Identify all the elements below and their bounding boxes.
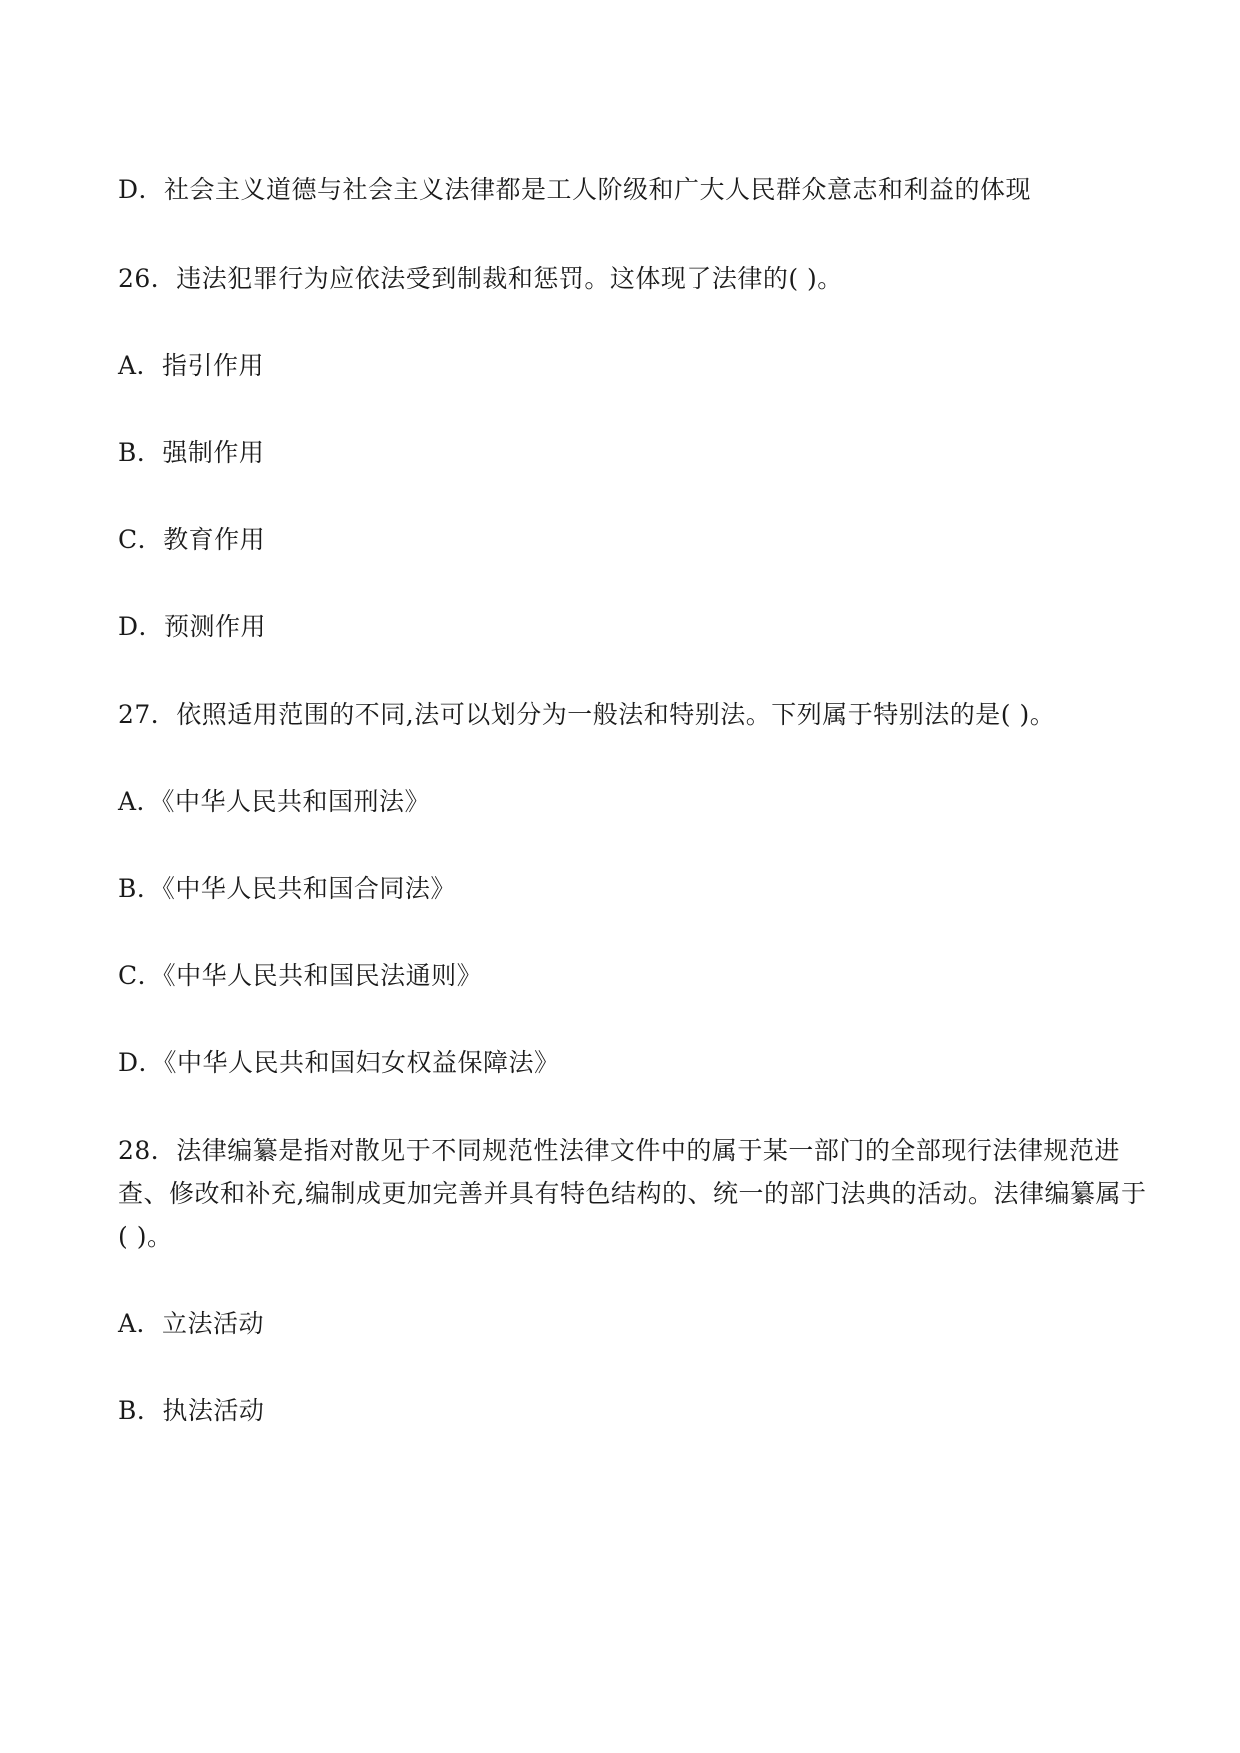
q27-option-a: A．《中华人民共和国刑法》 bbox=[118, 787, 431, 816]
q27-option-c: C．《中华人民共和国民法通则》 bbox=[118, 961, 483, 990]
q28-option-a: A．立法活动 bbox=[118, 1309, 265, 1338]
q26-option-a: A．指引作用 bbox=[118, 351, 265, 380]
q25-option-d: D．社会主义道德与社会主义法律都是工人阶级和广大人民群众意志和利益的体现 bbox=[118, 175, 1032, 204]
q28-question-line-1: 28．法律编纂是指对散见于不同规范性法律文件中的属于某一部门的全部现行法律规范进 bbox=[118, 1136, 1120, 1165]
q26-question: 26．违法犯罪行为应依法受到制裁和惩罚。这体现了法律的( )。 bbox=[118, 264, 843, 293]
q27-question: 27．依照适用范围的不同,法可以划分为一般法和特别法。下列属于特别法的是( )。 bbox=[118, 700, 1056, 729]
q26-option-b: B．强制作用 bbox=[118, 438, 265, 467]
q27-option-d: D．《中华人民共和国妇女权益保障法》 bbox=[118, 1048, 560, 1077]
q26-option-d: D．预测作用 bbox=[118, 612, 267, 641]
q27-option-b: B．《中华人民共和国合同法》 bbox=[118, 874, 456, 903]
q28-question-line-2: 查、修改和补充,编制成更加完善并具有特色结构的、统一的部门法典的活动。法律编纂属于 bbox=[118, 1179, 1147, 1208]
q28-option-b: B．执法活动 bbox=[118, 1396, 265, 1425]
q28-question-line-3: ( )。 bbox=[118, 1222, 173, 1251]
q26-option-c: C．教育作用 bbox=[118, 525, 266, 554]
